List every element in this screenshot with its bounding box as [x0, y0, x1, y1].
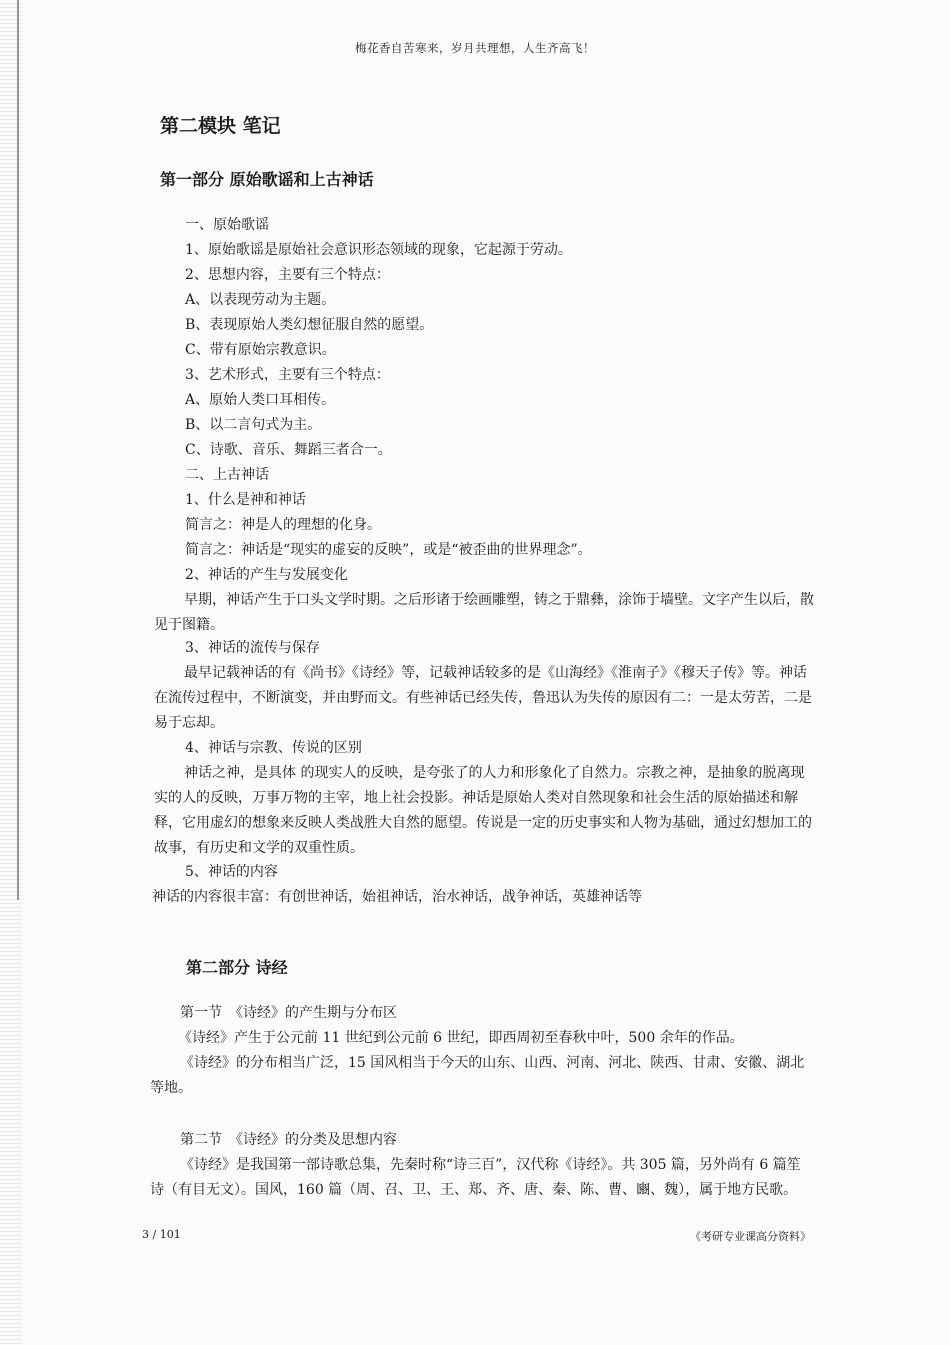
part1-line: B、以二言句式为主。 [185, 417, 322, 433]
footer-source: 《考研专业课高分资料》 [690, 1230, 811, 1243]
heading-myth-difference: 4、神话与宗教、传说的区别 [185, 740, 362, 756]
section2-heading: 第二节 《诗经》的分类及思想内容 [180, 1132, 397, 1148]
part1-line: 2、神话的产生与发展变化 [185, 567, 348, 583]
heading-myth-content: 5、神话的内容 [185, 864, 278, 880]
part1-title: 第一部分 原始歌谣和上古神话 [160, 170, 374, 189]
header-motto: 梅花香自苦寒来，岁月共理想，人生齐高飞！ [355, 41, 595, 55]
part1-line: B、表现原始人类幻想征服自然的愿望。 [185, 317, 434, 333]
part1-line: 1、什么是神和神话 [185, 492, 306, 508]
part1-line: A、原始人类口耳相传。 [185, 392, 336, 408]
part1-line: 简言之：神话是“现实的虚妄的反映”，或是“被歪曲的世界理念”。 [185, 542, 592, 558]
scan-binding-line [17, 0, 19, 900]
part1-line: 一、原始歌谣 [185, 217, 269, 233]
section1-heading: 第一节 《诗经》的产生期与分布区 [180, 1005, 397, 1021]
section1-paragraph: 《诗经》的分布相当广泛，15 国风相当于今天的山东、山西、河南、河北、陕西、甘肃、安徽、湖北等地。 [150, 1055, 805, 1096]
section2-paragraph: 《诗经》是我国第一部诗歌总集，先秦时称“诗三百”，汉代称《诗经》。共 305 篇，另外尚有 6 篇笙诗（有目无文）。国风，160 篇（周、召、卫、王、郑、齐、唐、秦、陈、曹、豳、魏），属于地方民歌。 [150, 1157, 801, 1198]
part1-line: 3、艺术形式，主要有三个特点： [185, 367, 390, 383]
part1-line: 简言之：神是人的理想的化身。 [185, 517, 381, 533]
part1-line: 二、上古神话 [185, 467, 269, 483]
module-title: 第二模块 笔记 [160, 115, 281, 137]
section1-line: 《诗经》产生于公元前 11 世纪到公元前 6 世纪，即西周初至春秋中叶，500 余年的作品。 [178, 1030, 744, 1046]
page-number: 3 / 101 [142, 1228, 181, 1241]
part1-line: A、以表现劳动为主题。 [185, 292, 336, 308]
part1-line: 2、思想内容，主要有三个特点： [185, 267, 390, 283]
part1-line: C、带有原始宗教意识。 [185, 342, 336, 358]
paragraph-early-myth: 早期，神话产生于口头文学时期。之后形诸于绘画雕塑，铸之于鼎彝，涂饰于墙壁。文字产生以后，散见于图籍。 [154, 592, 814, 633]
heading-myth-spread: 3、神话的流传与保存 [185, 640, 320, 656]
line-myth-content: 神话的内容很丰富：有创世神话，始祖神话，治水神话，战争神话，英雄神话等 [152, 889, 642, 905]
paragraph-myth-spread: 最早记载神话的有《尚书》《诗经》等，记载神话较多的是《山海经》《淮南子》《穆天子传》等。神话在流传过程中，不断演变，并由野而文。有些神话已经失传，鲁迅认为失传的原因有二：一是太劳苦，二是易于忘却。 [154, 665, 812, 731]
part2-title: 第二部分 诗经 [186, 958, 288, 977]
part1-line: 1、原始歌谣是原始社会意识形态领域的现象，它起源于劳动。 [185, 242, 572, 258]
paragraph-myth-difference: 神话之神，是具体 的现实人的反映，是夸张了的人力和形象化了自然力。宗教之神，是抽象的脱离现实的人的反映，万事万物的主宰，地上社会投影。神话是原始人类对自然现象和社会生活的原始描述和解释，它用虚幻的想象来反映人类战胜大自然的愿望。传说是一定的历史事实和人物为基础，通过幻想加工的故事，有历史和文学的双重性质。 [154, 765, 812, 856]
part1-line: C、诗歌、音乐、舞蹈三者合一。 [185, 442, 392, 458]
